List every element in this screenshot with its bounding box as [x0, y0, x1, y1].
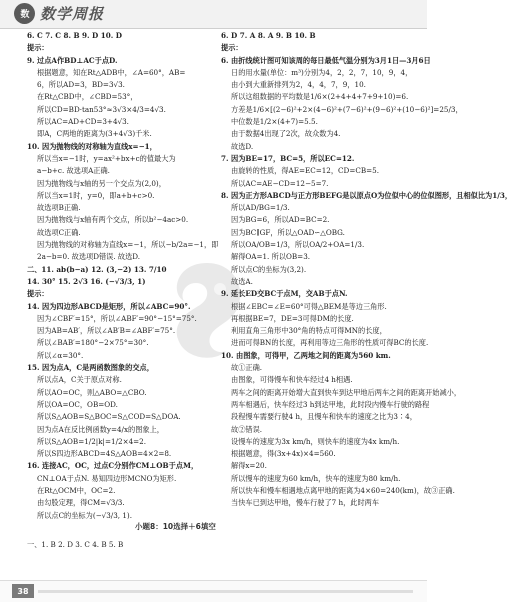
- answer-line: 解得OA=1. 所以OB=3.: [231, 252, 311, 262]
- answer-line: 段程慢车需要行驶4 h，且慢车和快车的速度之比为3∶4，: [231, 412, 417, 422]
- answer-line: 所以点A，C关于原点对称.: [37, 375, 122, 385]
- answer-line: 因为BC∥GF，所以△OAD∽△OBG.: [231, 227, 345, 237]
- answer-line: 所以S△AOB=1/2|k|=1/2×4=2.: [37, 436, 147, 446]
- answer-line: 15. 因为点A，C是两函数图象的交点，: [27, 363, 154, 373]
- answer-line: 因为BG=6，所以AD=BC=2.: [231, 215, 330, 225]
- brand: [14, 3, 104, 24]
- answer-line: 再根据BE=7，DE=3可得DM的长度.: [231, 313, 354, 323]
- answer-line: 6. 由折线统计图可知该周的每日最低气温分别为3月1日—3月6日: [221, 55, 431, 65]
- answer-line: 由于数据4出现了2次，故众数为4.: [231, 129, 341, 139]
- answer-line: 故选项C正确.: [37, 227, 81, 237]
- answer-line: 6. C 7. C 8. B 9. D 10. D: [27, 31, 123, 40]
- answer-line: 所以∠α=30°.: [37, 350, 84, 360]
- answer-line: 因为抛物线的对称轴为直线x=−1，所以−b/2a=−1，即: [37, 240, 219, 250]
- answer-line: 由小到大重新排列为2，4，4，7，9，10.: [231, 80, 366, 90]
- answer-line: 故①正确.: [231, 363, 263, 373]
- answer-line: 所以AC=AD+CD=3+4√3.: [37, 117, 129, 127]
- answer-line: 所以慢车的速度为60 km/h，快车的速度为80 km/h.: [231, 473, 401, 483]
- answer-line: 9. 过点A作BD⊥AC于点D.: [27, 55, 118, 65]
- answer-line: 当快车已到达甲地，慢车行驶了7 h，此时两车: [231, 498, 380, 508]
- right-answer-column: [221, 30, 512, 510]
- answer-line: 故选D.: [231, 141, 254, 151]
- answer-line: 在Rt△CBD中，∠CBD=53°，: [37, 92, 138, 102]
- answer-line: 由旋转的性质，得AE=EC=12，CD=CB=5.: [231, 166, 380, 176]
- answer-line: 所以当x=1时，y=0，即a+b+c>0.: [37, 190, 155, 200]
- answer-line: 所以AO=OC，则△ABO=△CBO.: [37, 387, 147, 397]
- answer-line: 因为抛物线与x轴的另一个交点为(2,0)，: [37, 178, 166, 188]
- page-number: 38: [12, 584, 34, 598]
- answer-line: 由图象，可得慢车和快车经过4 h相遇.: [231, 375, 353, 385]
- answer-line: 14. 因为四边形ABCD是矩形，所以∠ABC=90°.: [27, 301, 191, 311]
- answer-line: 因为AB=AB′，所以∠AB′B=∠ABF′=75°.: [37, 326, 176, 336]
- answer-line: 由勾股定理，得CM=√3/3.: [37, 498, 125, 508]
- answer-line: 6. D 7. A 8. A 9. B 10. B: [221, 31, 316, 40]
- answer-line: 6，所以AD=3，BD=3√3.: [37, 80, 125, 90]
- answer-line: 故选A.: [231, 276, 253, 286]
- answer-line: 日的用水量(单位：m³)分别为4，2，2，7，10，9，4，: [231, 67, 413, 77]
- answer-line: CN⊥OA于点N. 易知四边形MCNO为矩形.: [37, 473, 177, 483]
- answer-line: 两车之间的距离开始增大直到快车到达甲地后两车之间的距离开始减小，: [231, 387, 462, 397]
- answer-line: 方差是1/6×[(2−6)²+2×(4−6)²+(7−6)²+(9−6)²+(10−6)²]=25/3，: [231, 104, 463, 114]
- answer-line: 二、11. ab(b−a) 12. (3,−2) 13. 7/10: [27, 264, 167, 274]
- answer-line: 2a−b=0. 故选项D错误. 故选D.: [37, 252, 141, 262]
- answer-line: 所以S四边形ABCD=4S△AOB=4×2=8.: [37, 449, 172, 459]
- answer-line: 所以这组数据的平均数是1/6×(2+4+4+7+9+10)=6.: [231, 92, 409, 102]
- answer-line: 故选项B正确.: [37, 203, 81, 213]
- section-title: 小题8：10选择＋6填空: [135, 522, 216, 531]
- answer-line: 因为点A在反比例函数y=4/x的图象上，: [37, 424, 164, 434]
- answer-line: 因为抛物线与x轴有两个交点，所以b²−4ac>0.: [37, 215, 189, 225]
- answer-line-part1: 一、1. B 2. D 3. C 4. B 5. B: [27, 540, 124, 549]
- answer-line: 根据题意，得(3x+4x)×4=560.: [231, 449, 336, 459]
- answer-line: 9. 延长ED交BC于点M，交AB于点N.: [221, 289, 348, 299]
- answer-line: 两车相遇后，快车经过3 h到达甲地，此时段内慢车行驶的路程: [231, 399, 430, 409]
- answer-line: 中位数是1/2×(4+7)=5.5.: [231, 117, 318, 127]
- answer-line: 即A，C两地的距离为(3+4√3)千米.: [37, 129, 152, 139]
- answer-line: 所以OA=OC，OB=OD.: [37, 399, 118, 409]
- answer-line: 所以点C的坐标为(−√3/3, 1).: [37, 510, 133, 520]
- page-footer: [0, 580, 427, 602]
- brand-logo-icon: 数: [14, 3, 35, 24]
- answer-line: 根据题意，知在Rt△ADB中，∠A=60°，AB=: [37, 67, 186, 77]
- footer-rule: [38, 590, 413, 593]
- answer-line: 8. 因为正方形ABCD与正方形BEFG是以原点O为位似中心的位似图形，且相似比为1/3，: [221, 190, 512, 200]
- answer-line: 所以AD/BG=1/3.: [231, 203, 290, 213]
- answer-line: 根据∠EBC=∠E=60°可得△BEM是等边三角形.: [231, 301, 387, 311]
- left-answer-column: [27, 30, 219, 522]
- answer-line: 设慢车的速度为3x km/h，则快车的速度为4x km/h.: [231, 436, 400, 446]
- answer-line: 所以AC=AE−CD=12−5=7.: [231, 178, 329, 188]
- answer-line: 所以点C的坐标为(3,2).: [231, 264, 307, 274]
- answer-line: 所以OA/OB=1/3，所以OA/2+OA=1/3.: [231, 240, 365, 250]
- answer-line: 14. 30° 15. 2√3 16. (−√3/3, 1): [27, 276, 146, 286]
- answer-line: 利用直角三角形中30°角的特点可得MN的长度，: [231, 326, 387, 336]
- publication-title: 数学周报: [40, 5, 105, 23]
- answer-line: 所以快车和慢车相遇地点离甲地的距离为4×60=240(km)，故③正确.: [231, 485, 455, 495]
- answer-line: 提示：: [27, 289, 49, 299]
- answer-line: 所以∠BAB′=180°−2×75°=30°.: [37, 338, 149, 348]
- answer-line: 所以S△AOB=S△BOC=S△COD=S△DOA.: [37, 412, 181, 422]
- answer-line: 提示：: [221, 43, 243, 53]
- answer-line: 故②错误.: [231, 424, 263, 434]
- answer-line: 16. 连接AC，OC，过点C分别作CM⊥OB于点M，: [27, 461, 199, 471]
- answer-line: 所以CD=BD·tan53°≈3√3×4/3=4√3.: [37, 104, 166, 114]
- header-band: [0, 0, 427, 29]
- answer-line: 提示：: [27, 43, 49, 53]
- answer-line: 10. 因为抛物线的对称轴为直线x=−1，: [27, 141, 157, 151]
- answer-line: 进而可得BN的长度，再利用等边三角形的性质可得BC的长度.: [231, 338, 429, 348]
- answer-line: a−b+c. 故选项A正确.: [37, 166, 110, 176]
- answer-line: 所以当x=−1时，y=ax²+bx+c的值最大为: [37, 153, 176, 163]
- answer-line: 在Rt△OCM中，OC=2.: [37, 485, 116, 495]
- answer-line: 7. 因为BE=17，BC=5，所以EC=12.: [221, 153, 355, 163]
- answer-line: 10. 由图象，可得甲，乙两地之间的距离为560 km.: [221, 350, 391, 360]
- answer-line: 因为∠CBF′=15°，所以∠ABF′=90°−15°=75°.: [37, 313, 197, 323]
- answer-line: 解得x=20.: [231, 461, 267, 471]
